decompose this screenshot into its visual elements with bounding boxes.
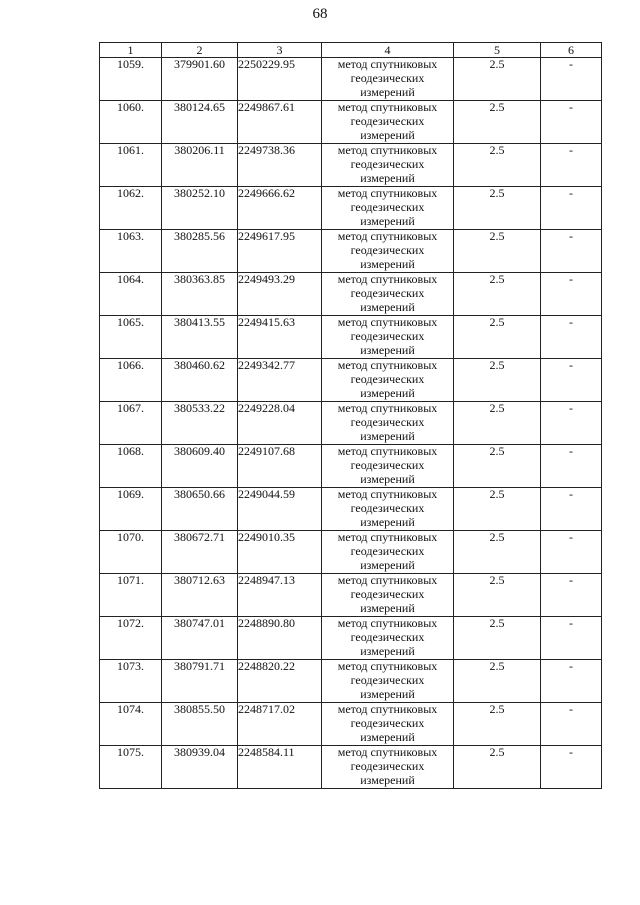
point-number-cell: 1074.	[100, 703, 162, 746]
method-text-line: измерений	[360, 729, 415, 744]
method-text-line: измерений	[360, 557, 415, 572]
table-row	[100, 445, 602, 488]
method-text-line: измерений	[360, 170, 415, 185]
x-coordinate-cell: 380672.71	[162, 531, 238, 574]
accuracy-cell: 2.5	[454, 230, 541, 273]
column-header: 1	[100, 43, 162, 58]
accuracy-cell: 2.5	[454, 273, 541, 316]
table-row	[100, 230, 602, 273]
method-text-line: измерений	[360, 127, 415, 142]
column-header: 3	[238, 43, 322, 58]
extra-cell: -	[541, 273, 602, 316]
x-coordinate-cell: 380855.50	[162, 703, 238, 746]
method-text-line: геодезических	[350, 156, 425, 171]
method-text-line: геодезических	[350, 758, 425, 773]
method-text-line: геодезических	[350, 457, 425, 472]
table-row	[100, 660, 602, 703]
method-text-line: геодезических	[350, 285, 425, 300]
extra-cell: -	[541, 617, 602, 660]
column-header: 4	[322, 43, 454, 58]
method-text-line: геодезических	[350, 328, 425, 343]
method-text-line: метод спутниковых	[337, 229, 438, 243]
extra-cell: -	[541, 230, 602, 273]
extra-cell: -	[541, 187, 602, 230]
extra-cell: -	[541, 746, 602, 789]
method-text-line: геодезических	[350, 672, 425, 687]
accuracy-cell: 2.5	[454, 617, 541, 660]
point-number-cell: 1060.	[100, 101, 162, 144]
table-row	[100, 273, 602, 316]
table-row	[100, 101, 602, 144]
method-cell	[322, 359, 454, 402]
y-coordinate-cell: 2249738.36	[238, 144, 322, 187]
x-coordinate-cell: 380206.11	[162, 144, 238, 187]
method-text-line: метод спутниковых	[337, 100, 438, 114]
method-cell	[322, 746, 454, 789]
table-row	[100, 316, 602, 359]
method-text-line: метод спутниковых	[337, 659, 438, 673]
method-text-line: метод спутниковых	[337, 745, 438, 759]
extra-cell: -	[541, 316, 602, 359]
y-coordinate-cell: 2248584.11	[238, 746, 322, 789]
x-coordinate-cell: 380124.65	[162, 101, 238, 144]
method-text-line: метод спутниковых	[337, 702, 438, 716]
accuracy-cell: 2.5	[454, 316, 541, 359]
method-text-line: измерений	[360, 84, 415, 99]
accuracy-cell: 2.5	[454, 703, 541, 746]
method-text-line: метод спутниковых	[337, 57, 438, 71]
method-text-line: метод спутниковых	[337, 315, 438, 329]
accuracy-cell: 2.5	[454, 574, 541, 617]
y-coordinate-cell: 2250229.95	[238, 58, 322, 101]
method-text-line: измерений	[360, 514, 415, 529]
method-text-line: геодезических	[350, 586, 425, 601]
extra-cell: -	[541, 574, 602, 617]
method-cell	[322, 316, 454, 359]
y-coordinate-cell: 2249044.59	[238, 488, 322, 531]
method-text-line: геодезических	[350, 242, 425, 257]
accuracy-cell: 2.5	[454, 101, 541, 144]
y-coordinate-cell: 2248820.22	[238, 660, 322, 703]
x-coordinate-cell: 380413.55	[162, 316, 238, 359]
method-text-line: измерений	[360, 342, 415, 357]
table-row	[100, 617, 602, 660]
table-row	[100, 488, 602, 531]
y-coordinate-cell: 2249342.77	[238, 359, 322, 402]
point-number-cell: 1063.	[100, 230, 162, 273]
table-row	[100, 746, 602, 789]
x-coordinate-cell: 380460.62	[162, 359, 238, 402]
method-text-line: геодезических	[350, 715, 425, 730]
x-coordinate-cell: 380650.66	[162, 488, 238, 531]
point-number-cell: 1062.	[100, 187, 162, 230]
y-coordinate-cell: 2249867.61	[238, 101, 322, 144]
method-cell	[322, 273, 454, 316]
accuracy-cell: 2.5	[454, 402, 541, 445]
x-coordinate-cell: 380363.85	[162, 273, 238, 316]
method-cell	[322, 574, 454, 617]
method-text-line: измерений	[360, 385, 415, 400]
point-number-cell: 1067.	[100, 402, 162, 445]
y-coordinate-cell: 2249228.04	[238, 402, 322, 445]
method-text-line: измерений	[360, 643, 415, 658]
y-coordinate-cell: 2248947.13	[238, 574, 322, 617]
method-text-line: метод спутниковых	[337, 143, 438, 157]
table-header-row	[100, 43, 602, 58]
y-coordinate-cell: 2249107.68	[238, 445, 322, 488]
point-number-cell: 1064.	[100, 273, 162, 316]
y-coordinate-cell: 2249666.62	[238, 187, 322, 230]
point-number-cell: 1070.	[100, 531, 162, 574]
method-cell	[322, 402, 454, 445]
table-row	[100, 574, 602, 617]
method-text-line: метод спутниковых	[337, 530, 438, 544]
accuracy-cell: 2.5	[454, 445, 541, 488]
method-text-line: измерений	[360, 256, 415, 271]
point-number-cell: 1072.	[100, 617, 162, 660]
x-coordinate-cell: 380609.40	[162, 445, 238, 488]
extra-cell: -	[541, 402, 602, 445]
method-cell	[322, 144, 454, 187]
x-coordinate-cell: 380533.22	[162, 402, 238, 445]
y-coordinate-cell: 2248717.02	[238, 703, 322, 746]
column-header: 2	[162, 43, 238, 58]
point-number-cell: 1066.	[100, 359, 162, 402]
method-text-line: метод спутниковых	[337, 444, 438, 458]
accuracy-cell: 2.5	[454, 187, 541, 230]
extra-cell: -	[541, 703, 602, 746]
extra-cell: -	[541, 531, 602, 574]
point-number-cell: 1069.	[100, 488, 162, 531]
method-text-line: метод спутниковых	[337, 358, 438, 372]
method-text-line: геодезических	[350, 113, 425, 128]
x-coordinate-cell: 380252.10	[162, 187, 238, 230]
point-number-cell: 1065.	[100, 316, 162, 359]
coordinates-table	[99, 42, 602, 789]
extra-cell: -	[541, 488, 602, 531]
point-number-cell: 1073.	[100, 660, 162, 703]
y-coordinate-cell: 2249493.29	[238, 273, 322, 316]
y-coordinate-cell: 2249617.95	[238, 230, 322, 273]
method-text-line: геодезических	[350, 629, 425, 644]
method-text-line: метод спутниковых	[337, 186, 438, 200]
accuracy-cell: 2.5	[454, 58, 541, 101]
x-coordinate-cell: 380712.63	[162, 574, 238, 617]
method-text-line: метод спутниковых	[337, 573, 438, 587]
method-text-line: метод спутниковых	[337, 487, 438, 501]
method-cell	[322, 488, 454, 531]
table-row	[100, 703, 602, 746]
table-row	[100, 402, 602, 445]
method-cell	[322, 660, 454, 703]
accuracy-cell: 2.5	[454, 660, 541, 703]
extra-cell: -	[541, 359, 602, 402]
page-number: 68	[312, 6, 328, 22]
method-text-line: геодезических	[350, 543, 425, 558]
point-number-cell: 1059.	[100, 58, 162, 101]
point-number-cell: 1075.	[100, 746, 162, 789]
accuracy-cell: 2.5	[454, 488, 541, 531]
method-text-line: геодезических	[350, 414, 425, 429]
x-coordinate-cell: 380747.01	[162, 617, 238, 660]
accuracy-cell: 2.5	[454, 359, 541, 402]
method-cell	[322, 617, 454, 660]
y-coordinate-cell: 2249415.63	[238, 316, 322, 359]
method-cell	[322, 703, 454, 746]
table-row	[100, 58, 602, 101]
table-row	[100, 359, 602, 402]
extra-cell: -	[541, 58, 602, 101]
method-text-line: геодезических	[350, 199, 425, 214]
extra-cell: -	[541, 144, 602, 187]
method-cell	[322, 101, 454, 144]
extra-cell: -	[541, 101, 602, 144]
extra-cell: -	[541, 660, 602, 703]
x-coordinate-cell: 379901.60	[162, 58, 238, 101]
x-coordinate-cell: 380939.04	[162, 746, 238, 789]
y-coordinate-cell: 2249010.35	[238, 531, 322, 574]
method-text-line: измерений	[360, 600, 415, 615]
column-header: 6	[541, 43, 602, 58]
method-text-line: измерений	[360, 213, 415, 228]
extra-cell: -	[541, 445, 602, 488]
column-header: 5	[454, 43, 541, 58]
x-coordinate-cell: 380791.71	[162, 660, 238, 703]
method-text-line: геодезических	[350, 371, 425, 386]
method-text-line: измерений	[360, 686, 415, 701]
method-text-line: измерений	[360, 299, 415, 314]
method-text-line: метод спутниковых	[337, 401, 438, 415]
method-text-line: геодезических	[350, 500, 425, 515]
method-text-line: метод спутниковых	[337, 272, 438, 286]
method-text-line: измерений	[360, 471, 415, 486]
method-text-line: геодезических	[350, 70, 425, 85]
table-row	[100, 187, 602, 230]
accuracy-cell: 2.5	[454, 746, 541, 789]
accuracy-cell: 2.5	[454, 144, 541, 187]
method-text-line: метод спутниковых	[337, 616, 438, 630]
x-coordinate-cell: 380285.56	[162, 230, 238, 273]
table-row	[100, 144, 602, 187]
point-number-cell: 1068.	[100, 445, 162, 488]
table-row	[100, 531, 602, 574]
point-number-cell: 1061.	[100, 144, 162, 187]
method-cell	[322, 230, 454, 273]
method-text-line: измерений	[360, 428, 415, 443]
method-cell	[322, 187, 454, 230]
method-cell	[322, 445, 454, 488]
y-coordinate-cell: 2248890.80	[238, 617, 322, 660]
method-text-line: измерений	[360, 772, 415, 787]
method-cell	[322, 531, 454, 574]
accuracy-cell: 2.5	[454, 531, 541, 574]
method-cell	[322, 58, 454, 101]
point-number-cell: 1071.	[100, 574, 162, 617]
